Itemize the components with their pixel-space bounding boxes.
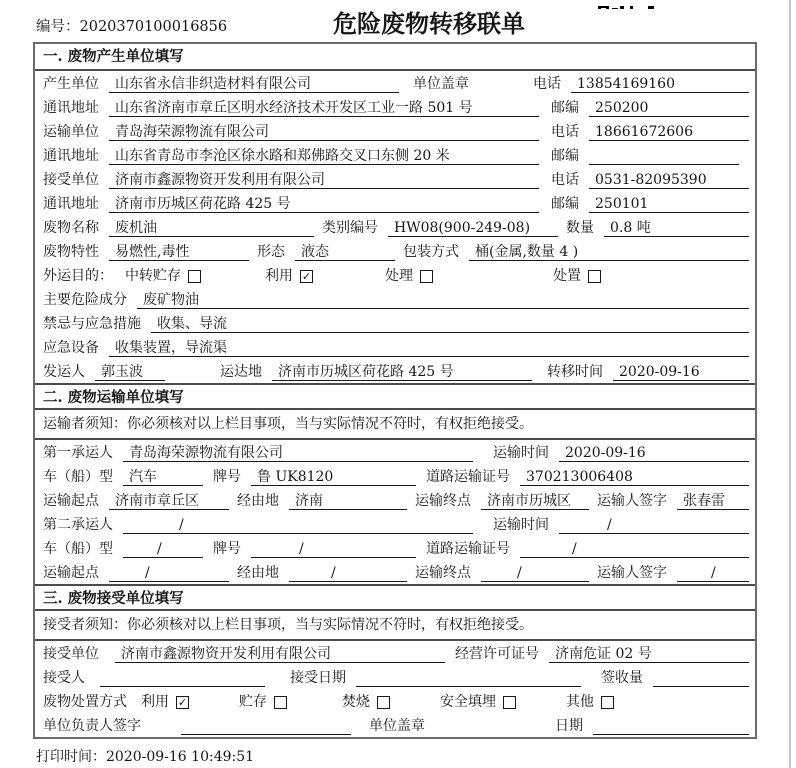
via2-value: / [289, 564, 407, 582]
origin2-value: / [109, 564, 229, 582]
checkbox-dispose [588, 270, 601, 283]
checkbox-transfer-storage [188, 270, 201, 283]
taboo-measures-value: 收集、导流 [151, 315, 749, 333]
transporter-zip-label: 邮编 [551, 148, 579, 164]
waste-name-label: 废物名称 [43, 220, 99, 236]
carrier2-label: 第二承运人 [43, 517, 113, 533]
checkbox-utilize [300, 270, 313, 283]
checkbox-store [274, 696, 287, 709]
accept-unit-value: 济南市鑫源物资开发利用有限公司 [115, 645, 445, 663]
print-time [36, 746, 254, 766]
permit-label: 经营许可证号 [455, 646, 539, 662]
accept-date-label: 接受日期 [290, 670, 346, 686]
transporter-label: 运输单位 [43, 124, 99, 140]
producer-zip-label: 邮编 [551, 100, 579, 116]
sign1-value: 张春雷 [677, 492, 749, 510]
end1-value: 济南市历城区 [481, 492, 589, 510]
received-qty-value [653, 669, 749, 687]
receiver-zip-value: 250101 [589, 195, 749, 213]
consignor-row [35, 359, 755, 383]
end2-value: / [481, 564, 589, 582]
quantity-label: 数量 [566, 220, 594, 236]
option-other-label: 其他 [566, 694, 594, 710]
form-table [33, 42, 757, 739]
carrier2-row [35, 512, 755, 536]
road-license1-value: 370213006408 [520, 468, 749, 486]
plate1-label: 牌号 [213, 469, 241, 485]
receiver-phone-value: 0531-82095390 [589, 171, 749, 189]
section3-header: 三. 废物接受单位填写 [35, 584, 755, 611]
doc-number [36, 15, 227, 36]
producer-phone-value: 13854169160 [571, 75, 749, 93]
page-right-edge-line [789, 0, 791, 768]
transport-time1-label: 运输时间 [493, 445, 549, 461]
consignor-label: 发运人 [43, 364, 85, 380]
via1-label: 经由地 [237, 493, 279, 509]
transporter-phone-value: 18661672606 [589, 123, 749, 141]
print-time-label: 打印时间： [36, 749, 106, 765]
form-state-label: 形态 [257, 244, 285, 260]
check-mark: ✓ [301, 270, 312, 283]
vehicle1-row [35, 464, 755, 488]
page-title: 危险废物转移联单 [333, 9, 525, 38]
vehicle2-label: 车（船）型 [43, 541, 113, 557]
transfer-time-value: 2020-09-16 [613, 363, 749, 381]
transporter-row [35, 119, 755, 143]
transporter-address-label: 通讯地址 [43, 148, 99, 164]
waste-name-row [35, 215, 755, 239]
origin2-label: 运输起点 [43, 565, 99, 581]
section2-header: 二. 废物运输单位填写 [35, 383, 755, 410]
producer-label: 产生单位 [43, 76, 99, 92]
qr-code-partial-icon [598, 0, 662, 9]
taboo-measures-row [35, 311, 755, 335]
hazard-component-value: 废矿物油 [137, 291, 749, 309]
waste-character-value: 易燃性,毒性 [109, 243, 249, 261]
producer-zip-value: 250200 [589, 99, 749, 117]
producer-row [35, 71, 755, 95]
vehicle2-value: / [123, 540, 203, 558]
receiver-zip-label: 邮编 [551, 196, 579, 212]
transporter-phone-label: 电话 [551, 124, 579, 140]
disposal-method-row [35, 689, 755, 713]
emergency-equipment-label: 应急设备 [43, 340, 99, 356]
acceptor-value [100, 669, 265, 687]
received-qty-label: 签收量 [601, 670, 643, 686]
transporter-zip-value [589, 147, 739, 165]
producer-phone-label: 电话 [533, 76, 561, 92]
checkbox-utilize2 [176, 696, 189, 709]
carrier1-row [35, 440, 755, 464]
end2-label: 运输终点 [415, 565, 471, 581]
sign2-value: / [677, 564, 749, 582]
doc-number-label: 编号： [36, 19, 80, 35]
seal-label: 单位盖章 [413, 76, 469, 92]
carrier1-label: 第一承运人 [43, 445, 113, 461]
origin1-value: 济南市章丘区 [109, 492, 229, 510]
checkbox-treat [420, 270, 433, 283]
consignor-value: 郭玉波 [95, 363, 165, 381]
section1-header: 一. 废物产生单位填写 [35, 44, 755, 71]
waste-character-label: 废物特性 [43, 244, 99, 260]
option-utilize-label: 利用 [265, 268, 293, 284]
category-value: HW08(900-249-08) [388, 219, 558, 237]
chief-sign-row [35, 713, 755, 737]
route2-row [35, 560, 755, 584]
receiver-address-value: 济南市历城区荷花路 425 号 [109, 195, 539, 213]
producer-value: 山东省永信非织造材料有限公司 [109, 75, 399, 93]
transporter-address-row [35, 143, 755, 167]
check-mark: ✓ [177, 696, 188, 709]
doc-number-value: 2020370100016856 [79, 19, 228, 35]
purpose-label: 外运目的： [43, 268, 113, 284]
vehicle1-value: 汽车 [123, 468, 203, 486]
waste-name-value: 废机油 [109, 219, 314, 237]
receiver-label: 接受单位 [43, 172, 99, 188]
option-transfer-storage-label: 中转贮存 [125, 268, 181, 284]
receiver-phone-label: 电话 [551, 172, 579, 188]
receiver-value: 济南市鑫源物资开发利用有限公司 [109, 171, 539, 189]
acceptor-label: 接受人 [43, 670, 85, 686]
via1-value: 济南 [289, 492, 407, 510]
option-incinerate-label: 焚烧 [342, 694, 370, 710]
packing-value: 桶(金属,数量 4 ) [469, 243, 749, 261]
plate2-label: 牌号 [213, 541, 241, 557]
waste-character-row [35, 239, 755, 263]
hazard-component-label: 主要危险成分 [43, 292, 127, 308]
sign2-label: 运输人签字 [597, 565, 667, 581]
transporter-value: 青岛海荣源物流有限公司 [109, 123, 539, 141]
destination-value: 济南市历城区荷花路 425 号 [272, 363, 532, 381]
hazard-component-row [35, 287, 755, 311]
checkbox-landfill [503, 696, 516, 709]
carrier2-value: / [123, 516, 473, 534]
accept-unit-row [35, 641, 755, 665]
transport-time1-value: 2020-09-16 [559, 444, 749, 462]
date-value [593, 717, 749, 735]
producer-address-value: 山东省济南市章丘区明水经济技术开发区工业一路 501 号 [109, 99, 539, 117]
accept-unit-label: 接受单位 [43, 646, 99, 662]
road-license2-value: / [520, 540, 749, 558]
acceptor-row [35, 665, 755, 689]
chief-sign-label: 单位负责人签字 [43, 718, 141, 734]
accept-date-value [356, 669, 581, 687]
option-treat-label: 处理 [385, 268, 413, 284]
producer-address-label: 通讯地址 [43, 100, 99, 116]
purpose-row [35, 263, 755, 287]
destination-label: 运达地 [220, 364, 262, 380]
category-label: 类别编号 [322, 220, 378, 236]
emergency-equipment-value: 收集装置，导流渠 [109, 339, 749, 357]
print-time-value: 2020-09-16 10:49:51 [106, 749, 255, 765]
sign1-label: 运输人签字 [597, 493, 667, 509]
chief-sign-value [181, 717, 351, 735]
option-landfill-label: 安全填埋 [440, 694, 496, 710]
receiver-notice: 接受者须知：你必须核对以上栏目事项，当与实际情况不符时，有权拒绝接受。 [35, 611, 755, 641]
packing-label: 包装方式 [403, 244, 459, 260]
receiver-row [35, 167, 755, 191]
carrier1-value: 青岛海荣源物流有限公司 [123, 444, 473, 462]
road-license2-label: 道路运输证号 [426, 541, 510, 557]
option-dispose-label: 处置 [553, 268, 581, 284]
permit-value: 济南危证 02 号 [549, 645, 749, 663]
unit-seal-label: 单位盖章 [369, 718, 425, 734]
origin1-label: 运输起点 [43, 493, 99, 509]
plate1-value: 鲁 UK8120 [251, 468, 416, 486]
transporter-notice: 运输者须知：你必须核对以上栏目事项，当与实际情况不符时，有权拒绝接受。 [35, 410, 755, 440]
checkbox-incinerate [377, 696, 390, 709]
via2-label: 经由地 [237, 565, 279, 581]
taboo-measures-label: 禁忌与应急措施 [43, 316, 141, 332]
end1-label: 运输终点 [415, 493, 471, 509]
option-store-label: 贮存 [239, 694, 267, 710]
transport-time2-label: 运输时间 [493, 517, 549, 533]
emergency-equipment-row [35, 335, 755, 359]
road-license1-label: 道路运输证号 [426, 469, 510, 485]
receiver-address-label: 通讯地址 [43, 196, 99, 212]
vehicle2-row [35, 536, 755, 560]
checkbox-other [601, 696, 614, 709]
disposal-method-label: 废物处置方式 [43, 694, 127, 710]
quantity-value: 0.8 吨 [604, 219, 749, 237]
producer-address-row [35, 95, 755, 119]
option-utilize2-label: 利用 [141, 694, 169, 710]
transport-time2-value: / [559, 516, 749, 534]
route1-row [35, 488, 755, 512]
vehicle1-label: 车（船）型 [43, 469, 113, 485]
transfer-time-label: 转移时间 [547, 364, 603, 380]
plate2-value: / [251, 540, 416, 558]
date-label: 日期 [555, 718, 583, 734]
receiver-address-row [35, 191, 755, 215]
form-state-value: 液态 [295, 243, 395, 261]
transporter-address-value: 山东省青岛市李沧区徐水路和郑佛路交叉口东侧 20 米 [109, 147, 539, 165]
